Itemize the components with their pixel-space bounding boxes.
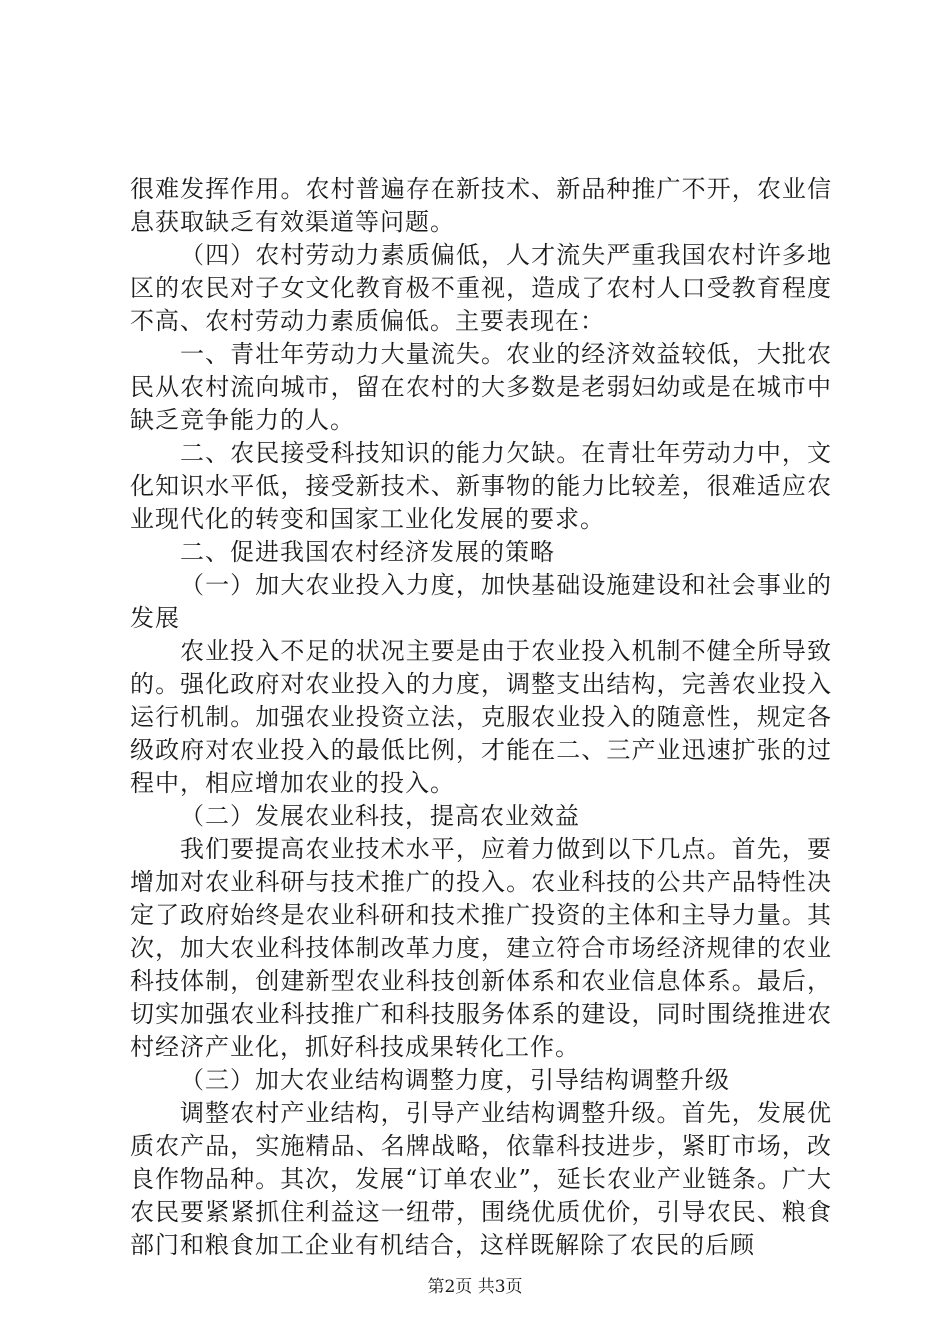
paragraph: （三）加大农业结构调整力度，引导结构调整升级 — [180, 1066, 730, 1094]
paragraph: （四）农村劳动力素质偏低，人才流失严重我国农村许多地区的农民对子女文化教育极不重视，造成了农村人口受教育程度不高、农村劳动力素质偏低。主要表现在： — [130, 241, 832, 335]
paragraph: 一、青壮年劳动力大量流失。农业的经济效益较低，大批农民从农村流向城市，留在农村的大多数是老弱妇幼或是在城市中缺乏竞争能力的人。 — [130, 340, 832, 434]
paragraph: 农业投入不足的状况主要是由于农业投入机制不健全所导致的。强化政府对农业投入的力度，调整支出结构，完善农业投入运行机制。加强农业投资立法，克服农业投入的随意性，规定各级政府对农业投入的最低比例，才能在二、三产业迅速扩张的过程中，相应增加农业的投入。 — [130, 637, 832, 797]
page-footer: 第2页 共3页 — [427, 1277, 523, 1297]
paragraph: 二、促进我国农村经济发展的策略 — [180, 538, 555, 566]
paragraph: 调整农村产业结构，引导产业结构调整升级。首先，发展优质农产品，实施精品、名牌战略，依靠科技进步，紧盯市场，改良作物品种。其次，发展“订单农业”，延长农业产业链条。广大农民要紧紧抓住利益这一纽带，围绕优质优价，引导农民、粮食部门和粮食加工企业有机结合，这样既解除了农民的后顾 — [130, 1099, 832, 1259]
paragraph: （二）发展农业科技，提高农业效益 — [180, 802, 580, 830]
paragraph: 很难发挥作用。农村普遍存在新技术、新品种推广不开，农业信息获取缺乏有效渠道等问题。 — [130, 175, 832, 236]
paragraph: 二、农民接受科技知识的能力欠缺。在青壮年劳动力中，文化知识水平低，接受新技术、新事物的能力比较差，很难适应农业现代化的转变和国家工业化发展的要求。 — [130, 439, 832, 533]
paragraph: （一）加大农业投入力度，加快基础设施建设和社会事业的发展 — [130, 571, 832, 632]
document-body — [130, 173, 832, 1262]
paragraph: 我们要提高农业技术水平，应着力做到以下几点。首先，要增加对农业科研与技术推广的投入。农业科技的公共产品特性决定了政府始终是农业科研和技术推广投资的主体和主导力量。其次，加大农业科技体制改革力度，建立符合市场经济规律的农业科技体制，创建新型农业科技创新体系和农业信息体系。最后，切实加强农业科技推广和科技服务体系的建设，同时围绕推进农村经济产业化，抓好科技成果转化工作。 — [130, 835, 832, 1061]
